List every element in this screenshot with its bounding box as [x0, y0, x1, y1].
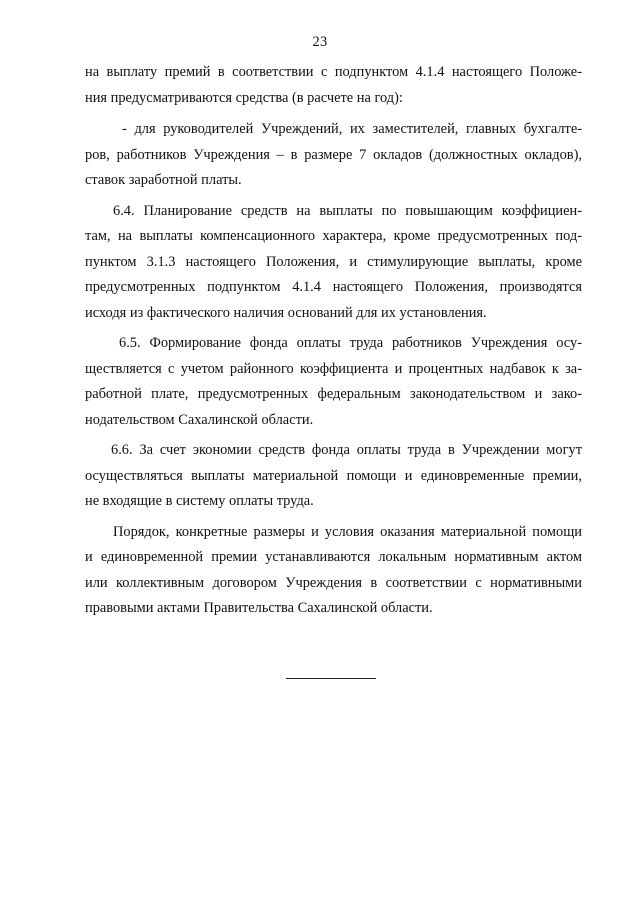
paragraph — [85, 199, 582, 327]
paragraph — [85, 438, 582, 515]
paragraph — [85, 117, 582, 194]
text-line: Порядок, конкретные размеры и условия оказания материальной помощи — [113, 523, 582, 540]
text-line: не входящие в систему оплаты труда. — [85, 493, 314, 509]
text-line: там, на выплаты компенсационного характера, кроме предусмотренных под- — [85, 228, 582, 244]
text-line: работной плате, предусмотренных федеральным законодательством и зако- — [85, 386, 582, 402]
paragraph — [85, 520, 582, 622]
text-line: нодательством Сахалинской области. — [85, 411, 314, 428]
text-line: ставок заработной платы. — [85, 172, 242, 188]
paragraph — [85, 331, 582, 433]
end-of-text-rule — [286, 678, 376, 679]
text-line: предусмотренных подпунктом 4.1.4 настоящего Положения, производятся — [85, 279, 582, 295]
text-line: и единовременной премии устанавливаются локальным нормативным актом — [85, 549, 582, 565]
text-line: ществляется с учетом районного коэффициента и процентных надбавок к за- — [85, 360, 582, 377]
text-line: 6.5. Формирование фонда оплаты труда работников Учреждения осу- — [119, 335, 582, 351]
text-line: ния предусматриваются средства (в расчете на год): — [85, 89, 403, 106]
text-line: на выплату премий в соответствии с подпунктом 4.1.4 настоящего Положе- — [85, 64, 582, 80]
paragraph — [85, 60, 582, 111]
page-number: 23 — [312, 34, 328, 50]
text-line: 6.4. Планирование средств на выплаты по повышающим коэффициен- — [113, 202, 582, 219]
text-line: исходя из фактического наличия оснований для их установления. — [85, 304, 487, 321]
text-line: правовыми актами Правительства Сахалинской области. — [85, 600, 433, 616]
text-line: или коллективным договором Учреждения в соответствии с нормативными — [85, 574, 582, 591]
text-line: пунктом 3.1.3 настоящего Положения, и стимулирующие выплаты, кроме — [85, 253, 582, 270]
document-body — [85, 60, 582, 622]
text-line: - для руководителей Учреждений, их заместителей, главных бухгалте- — [122, 121, 582, 137]
text-line: осуществляться выплаты материальной помощи и единовременные премии, — [85, 467, 582, 484]
text-line: 6.6. За счет экономии средств фонда оплаты труда в Учреждении могут — [111, 442, 582, 458]
text-line: ров, работников Учреждения – в размере 7 окладов (должностных окладов), — [85, 146, 582, 163]
